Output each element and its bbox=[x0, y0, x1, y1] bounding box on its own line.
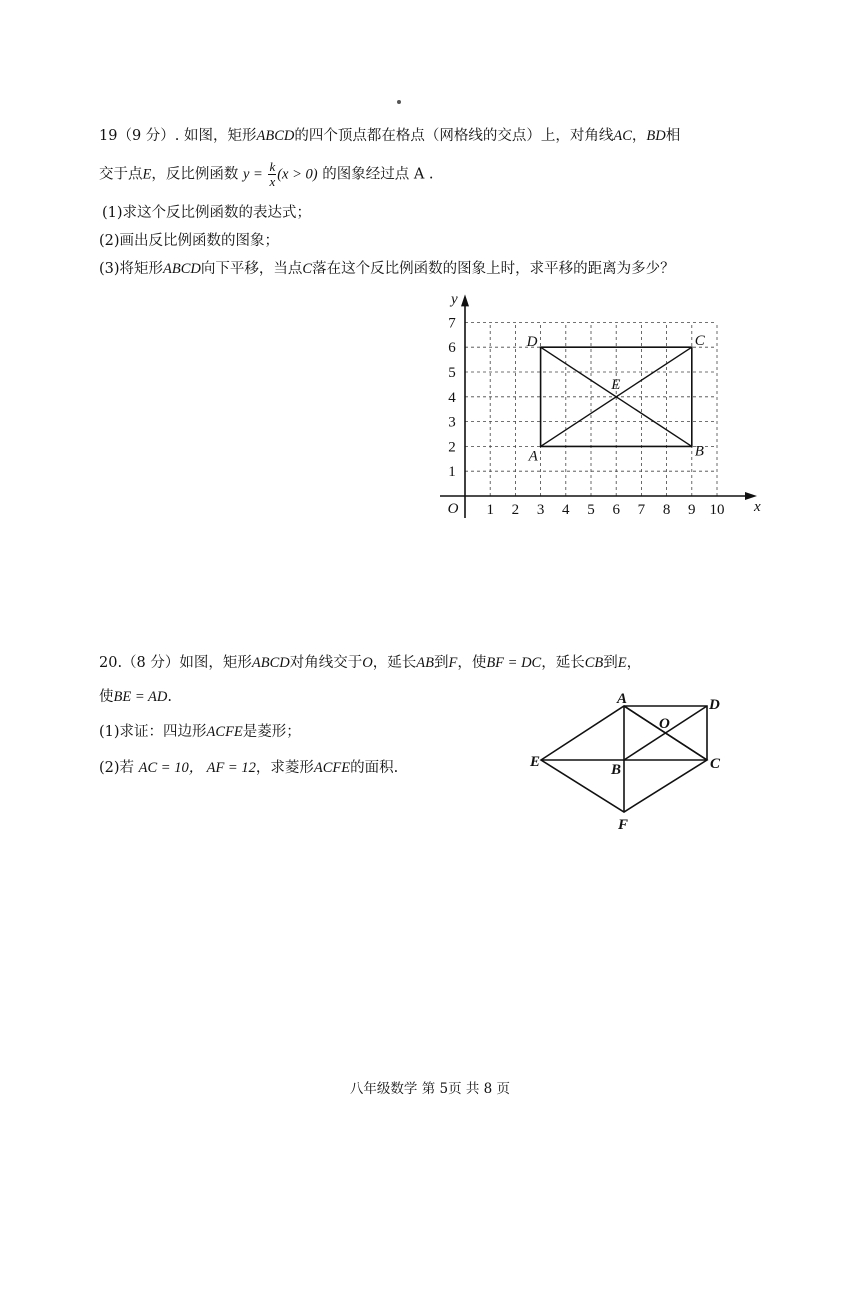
q20-text: 的面积. bbox=[350, 760, 399, 776]
q19-text: 的图象经过点 A . bbox=[322, 166, 434, 183]
point-label-c: C bbox=[694, 333, 705, 350]
q19-text: 如图，矩形 bbox=[184, 128, 257, 144]
fraction-num: k bbox=[269, 159, 276, 174]
q20-text: 是菱形； bbox=[242, 724, 301, 740]
fraction-den: x bbox=[269, 174, 276, 189]
q19-line1 bbox=[99, 126, 680, 146]
x-tick-label: 2 bbox=[511, 502, 520, 518]
label-e: E bbox=[530, 754, 541, 770]
q20-text: (1)求证：四边形 bbox=[99, 724, 207, 740]
given-values: AC = 10， AF = 12 bbox=[138, 760, 256, 776]
q20-text: ， bbox=[626, 655, 642, 671]
q20-text: ，求菱形 bbox=[255, 760, 314, 776]
grid bbox=[465, 322, 717, 496]
q20-text: ，延长 bbox=[541, 655, 585, 671]
q20-text: 使 bbox=[99, 689, 114, 705]
stray-dot bbox=[397, 100, 401, 104]
segment-cb: CB bbox=[584, 655, 604, 671]
x-tick-label: 1 bbox=[486, 502, 494, 518]
q19-text: (3)将矩形 bbox=[99, 261, 164, 277]
rect-name: ABCD bbox=[163, 261, 201, 277]
q19-sub3 bbox=[99, 259, 675, 279]
q19-number: 19（9 分）. bbox=[99, 128, 180, 144]
q19-sub2: (2)画出反比例函数的图象； bbox=[99, 233, 280, 249]
q20-text: (2)若 bbox=[99, 760, 135, 776]
y-tick-label: 6 bbox=[448, 340, 456, 357]
origin-label: O bbox=[447, 501, 459, 517]
quad-name: ACFE bbox=[313, 760, 351, 776]
q20-sub2 bbox=[99, 758, 398, 778]
point-f: F bbox=[448, 655, 458, 671]
equation-bf-dc: BF = DC bbox=[486, 655, 542, 671]
x-axis-label: x bbox=[754, 499, 761, 515]
q20-text: ，使 bbox=[457, 655, 487, 671]
label-b: B bbox=[611, 762, 622, 778]
label-o: O bbox=[659, 716, 670, 732]
func-y: y = bbox=[242, 166, 263, 183]
q19-line2 bbox=[99, 160, 434, 189]
q20-text: ，延长 bbox=[372, 655, 417, 671]
segment-bd: BD bbox=[646, 128, 666, 144]
punct: ， bbox=[631, 128, 647, 144]
q19-text: 落在这个反比例函数的图象上时，求平移的距离为多少？ bbox=[312, 261, 675, 277]
label-d: D bbox=[709, 697, 720, 713]
y-tick-label: 4 bbox=[448, 389, 456, 406]
label-c: C bbox=[710, 756, 721, 772]
x-tick-label: 4 bbox=[562, 502, 570, 518]
q19-text: 向下平移，当点 bbox=[200, 261, 303, 277]
x-tick-label: 3 bbox=[536, 502, 545, 518]
point-o: O bbox=[362, 655, 373, 671]
x-tick-label: 9 bbox=[688, 502, 696, 518]
point-label-a: A bbox=[528, 448, 538, 465]
q20-text: 到 bbox=[433, 655, 449, 671]
rect-name: ABCD bbox=[251, 655, 290, 671]
point-label-d: D bbox=[526, 334, 538, 351]
point-c: C bbox=[302, 261, 313, 277]
point-label-b: B bbox=[694, 443, 704, 460]
coordinate-graph bbox=[425, 285, 775, 525]
q20-text: . bbox=[167, 689, 172, 705]
q20-line1 bbox=[99, 653, 641, 673]
x-tick-label: 10 bbox=[709, 502, 725, 518]
q19-text: 的四个顶点都在格点（网格线的交点）上，对角线 bbox=[294, 128, 614, 144]
rhombus-figure bbox=[525, 688, 735, 833]
point-e: E bbox=[142, 166, 152, 183]
point-e: E bbox=[617, 655, 627, 671]
x-tick-label: 6 bbox=[612, 502, 620, 518]
segment-ab: AB bbox=[416, 655, 434, 671]
q20-sub1 bbox=[99, 722, 301, 742]
rect-name: ABCD bbox=[256, 128, 295, 144]
segment-ac: AC bbox=[613, 128, 632, 144]
fraction-k-over-x bbox=[268, 160, 276, 189]
y-tick-label: 1 bbox=[448, 464, 456, 481]
q19-text: ，反比例函数 bbox=[151, 166, 239, 183]
label-f: F bbox=[618, 817, 629, 833]
y-tick-label: 3 bbox=[448, 414, 456, 431]
q19-text: 交于点 bbox=[99, 166, 143, 183]
x-tick-label: 7 bbox=[637, 502, 646, 518]
func-domain: (x > 0) bbox=[277, 166, 318, 183]
q19-sub1: (1)求这个反比例函数的表达式； bbox=[102, 205, 312, 221]
q20-line2 bbox=[99, 687, 172, 707]
label-a: A bbox=[617, 691, 628, 707]
equation-be-ad: BE = AD bbox=[113, 689, 168, 705]
y-tick-label: 5 bbox=[448, 365, 456, 381]
axes bbox=[440, 294, 757, 518]
page-footer: 八年级数学 第 5页 共 8 页 bbox=[349, 1081, 511, 1097]
q20-number: 20.（8 分）如图，矩形 bbox=[99, 655, 252, 671]
q19-text: 相 bbox=[665, 128, 681, 144]
y-axis-arrow bbox=[461, 294, 469, 306]
q20-text: 对角线交于 bbox=[289, 655, 363, 671]
q20-text: 到 bbox=[603, 655, 618, 671]
y-tick-label: 7 bbox=[448, 315, 456, 332]
x-tick-label: 8 bbox=[662, 502, 671, 518]
y-tick-label: 2 bbox=[448, 439, 456, 456]
figure-lines bbox=[541, 706, 707, 812]
y-axis-label: y bbox=[451, 291, 458, 308]
x-tick-label: 5 bbox=[587, 502, 595, 518]
point-label-e: E bbox=[611, 376, 621, 393]
quad-name: ACFE bbox=[206, 724, 243, 740]
